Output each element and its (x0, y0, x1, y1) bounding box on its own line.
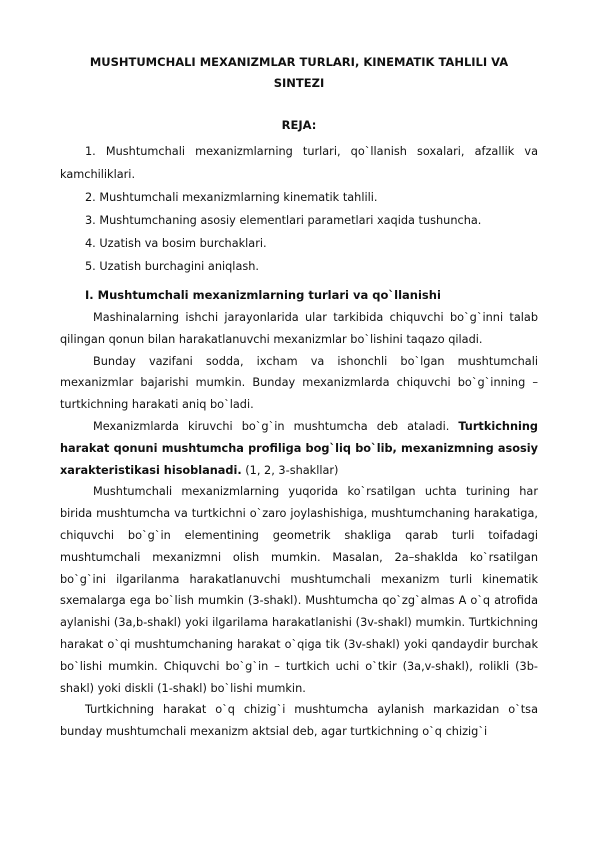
plan-item-5: 5. Uzatish burchagini aniqlash. (85, 260, 260, 273)
paragraph-1: Mashinalarning ishchi jarayonlarida ular tarkibida chiquvchi bo`g`inni talab qilingan qonun bilan harakatlanuvchi mexanizmlar bo`lishini taqazo qiladi. (60, 311, 538, 346)
paragraph-5: Turtkichning harakat o`q chizig`i mushtumcha aylanish markazidan o`tsa bunday mushtumchali mexanizm aktsial deb, agar turtkichning o`q chizig`i (60, 703, 538, 739)
title-line-1: MUSHTUMCHALI MEXANIZMLAR TURLARI, KINEMATIK TAHLILI VA (89, 55, 509, 69)
document-title (60, 52, 538, 94)
section-heading: I. Mushtumchali mexanizmlarning turlari va qo`llanishi (85, 288, 441, 302)
plan-item-2: 2. Mushtumchali mexanizmlarning kinematik tahlili. (85, 191, 378, 204)
plan-item-4: 4. Uzatish va bosim burchaklari. (85, 237, 267, 250)
paragraph-3-text: Mexanizmlarda kiruvchi bo`g`in mushtumcha deb ataladi. (93, 419, 459, 433)
paragraph-4: Mushtumchali mexanizmlarning yuqorida ko`rsatilgan uchta turining har birida mushtumcha va turtkichni o`zaro joylashishiga, mushtumchaning harakatiga, chiquvchi bo`g`in elementining geometrik shakliga qarab turli toifadagi mushtumchali mexanizmni olish mumkin. Masalan, 2a–shaklda ko`rsatilgan bo`g`ini ilgarilanma harakatlanuvchi mushtumchali mexanizm turli kinematik sxemalarga ega bo`lish mumkin (3-shakl). Mushtumcha qo`zg`almas A o`q atrofida aylanishi (3a,b-shakl) yoki ilgarilama harakatlanishi (3v-shakl) mumkin. Turtkichning harakat o`qi mushtumchaning harakat o`qiga tik (3v-shakl) yoki qandaydir burchak bo`lishi mumkin. Chiquvchi bo`g`in – turtkich uchi o`tkir (3a,v-shakl), rolikli (3b-shakl) yoki diskli (1-shakl) bo`lishi mumkin. (60, 485, 538, 695)
paragraph-2: Bunday vazifani sodda, ixcham va ishonchli bo`lgan mushtumchali mexanizmlar bajarishi mumkin. Bunday mexanizmlarda chiquvchi bo`g`inning – turtkichning harakati aniq bo`ladi. (60, 354, 538, 412)
paragraph-3 (60, 416, 538, 481)
section-1 (60, 284, 538, 743)
plan-heading: REJA: (281, 118, 317, 132)
paragraph-3-tail: (1, 2, 3-shakllar) (241, 463, 339, 477)
title-line-2: SINTEZI (273, 76, 325, 90)
plan-item-3: 3. Mushtumchaning asosiy elementlari parametlari xaqida tushuncha. (85, 214, 482, 227)
plan-item-1: 1. Mushtumchali mexanizmlarning turlari, qo`llanish soxalari, afzallik va kamchiliklari. (60, 145, 538, 181)
paragraph-3-bold: Turtkichning harakat qonuni mushtumcha profiliga bog`liq bo`lib, mexanizmning asosiy xarakteristikasi hisoblanadi. (60, 419, 538, 477)
plan-list (60, 140, 538, 278)
